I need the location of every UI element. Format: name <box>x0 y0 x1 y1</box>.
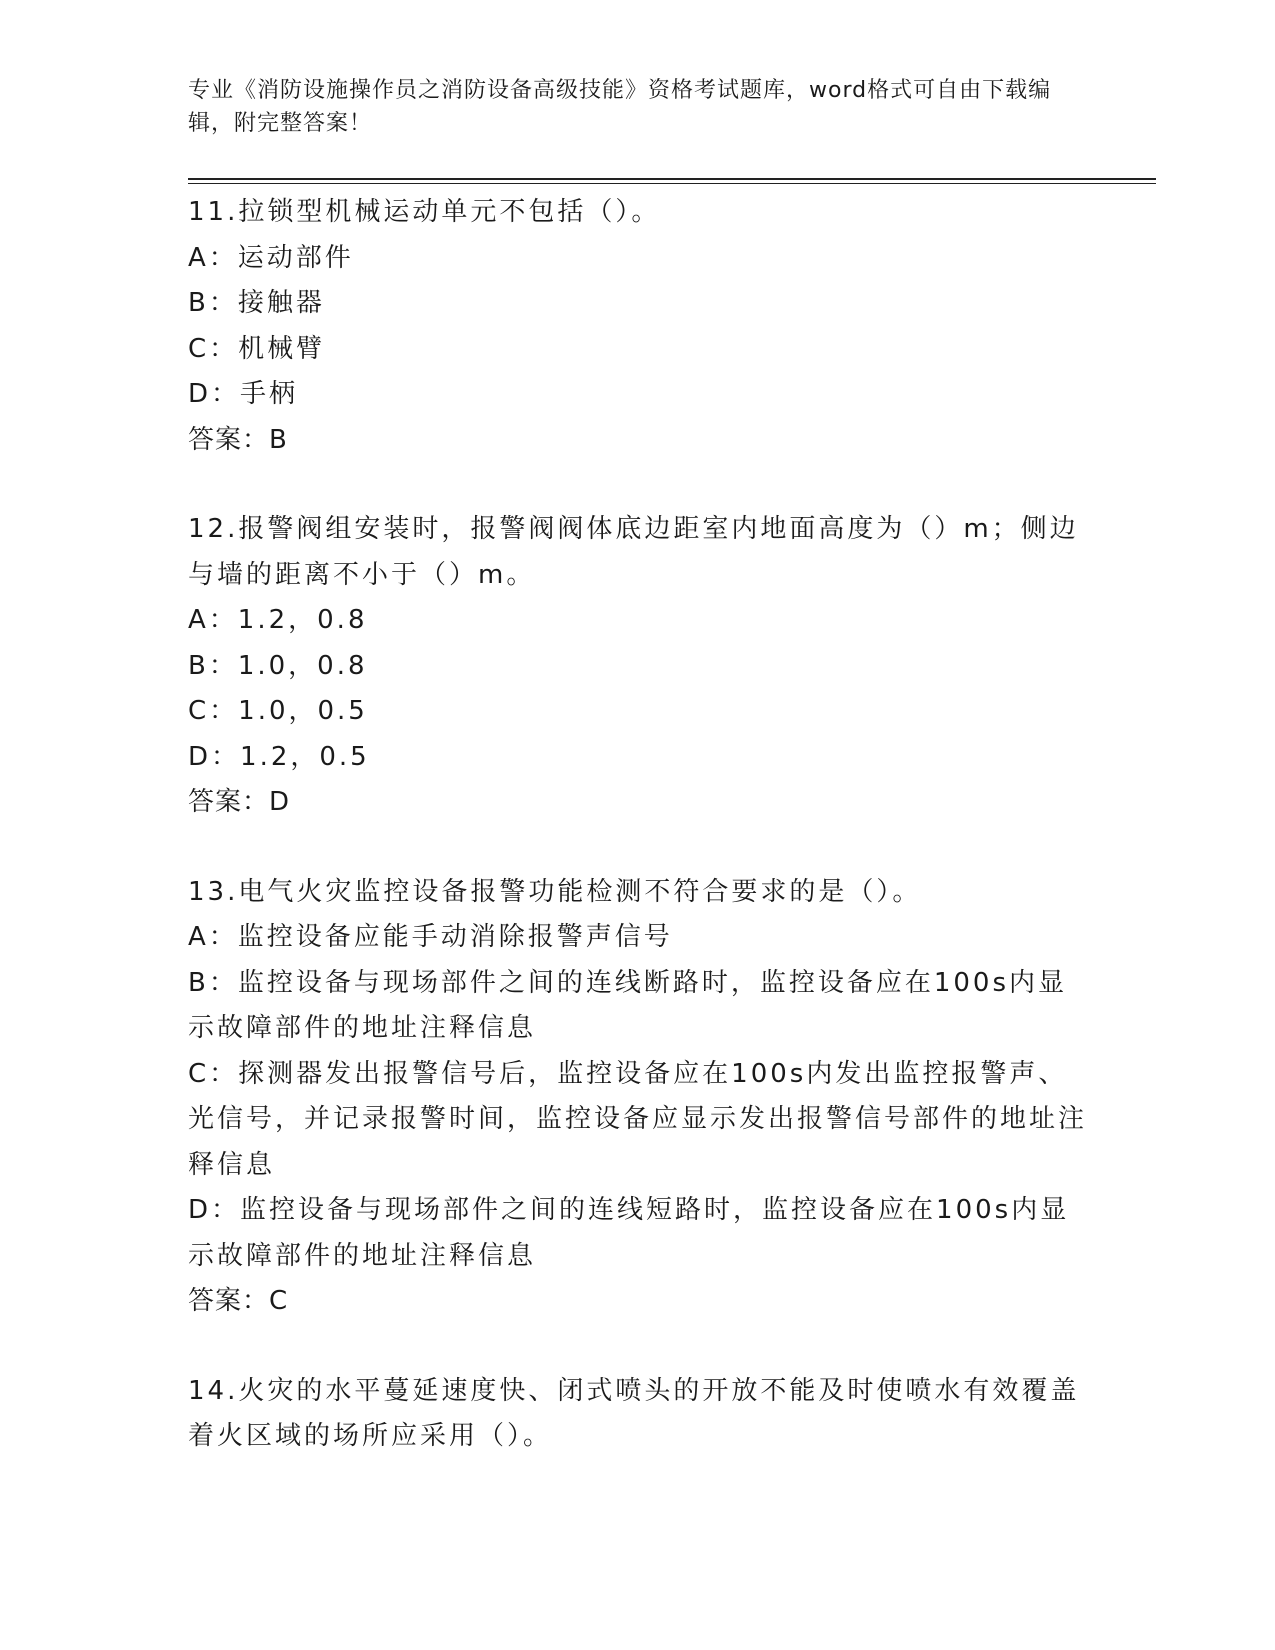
question-11 <box>188 190 1088 463</box>
question-stem: 12.报警阀组安装时，报警阀阀体底边距室内地面高度为（）m；侧边与墙的距离不小于（）m。 <box>188 514 1079 590</box>
option-c: C：机械臂 <box>188 333 326 364</box>
question-list <box>188 190 1088 1504</box>
header-note: 专业《消防设施操作员之消防设备高级技能》资格考试题库，word格式可自由下载编辑，附完整答案！ <box>188 78 1052 136</box>
answer: 答案：D <box>188 787 291 817</box>
option-d: D：1.2，0.5 <box>188 741 370 772</box>
answer: 答案：C <box>188 1286 289 1316</box>
option-b: B：接触器 <box>188 288 325 318</box>
option-d: D：手柄 <box>188 379 299 409</box>
answer: 答案：B <box>188 424 288 455</box>
option-a: A：1.2，0.8 <box>188 605 368 635</box>
option-b: B：监控设备与现场部件之间的连线断路时，监控设备应在100s内显示故障部件的地址注释信息 <box>188 967 1068 1043</box>
question-stem: 11.拉锁型机械运动单元不包括（）。 <box>188 197 661 227</box>
question-12 <box>188 507 1088 826</box>
option-a: A：运动部件 <box>188 242 354 273</box>
option-d: D：监控设备与现场部件之间的连线短路时，监控设备应在100s内显示故障部件的地址注释信息 <box>188 1195 1070 1271</box>
question-stem: 14.火灾的水平蔓延速度快、闭式喷头的开放不能及时使喷水有效覆盖着火区域的场所应采用（）。 <box>188 1375 1080 1451</box>
option-c: C：1.0，0.5 <box>188 696 368 726</box>
question-13 <box>188 870 1088 1325</box>
question-stem: 13.电气火灾监控设备报警功能检测不符合要求的是（）。 <box>188 876 922 907</box>
option-c: C：探测器发出报警信号后，监控设备应在100s内发出监控报警声、光信号，并记录报警时间，监控设备应显示发出报警信号部件的地址注释信息 <box>188 1058 1088 1180</box>
option-a: A：监控设备应能手动消除报警声信号 <box>188 922 673 952</box>
header-divider <box>188 178 1156 180</box>
question-14 <box>188 1369 1088 1460</box>
option-b: B：1.0，0.8 <box>188 650 368 681</box>
header-divider-thin <box>188 183 1156 184</box>
